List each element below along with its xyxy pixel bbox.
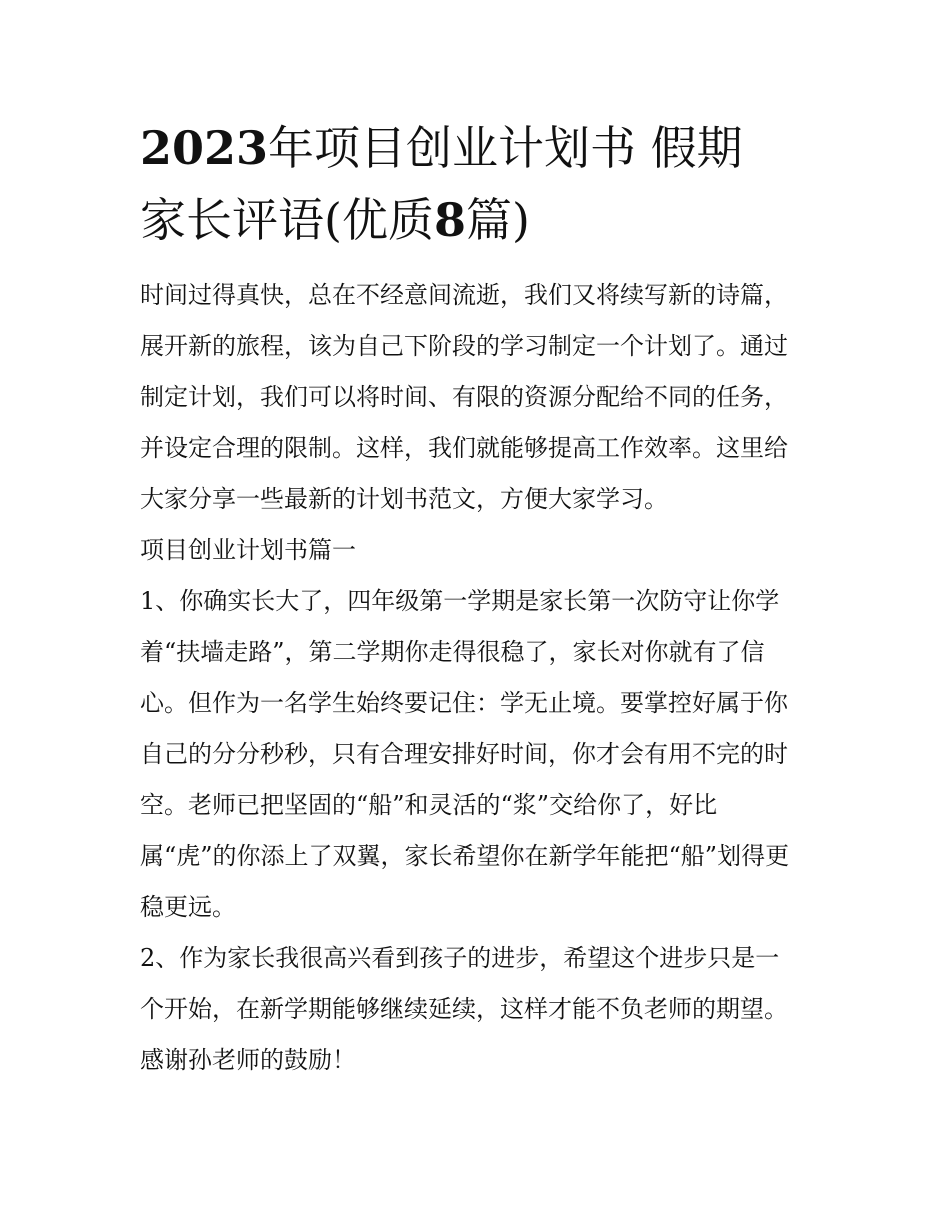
item-2-line: 2、作为家长我很高兴看到孩子的进步，希望这个进步只是一 — [140, 944, 780, 972]
title-line-2-text: 家长评语(优质 — [140, 193, 434, 247]
document-page — [140, 112, 820, 1086]
title-line-2 — [140, 184, 820, 256]
title-line-1-text: 年项目创业计划书 假期 — [268, 121, 743, 175]
item-1-line: 着“扶墙走路”，第二学期你走得很稳了，家长对你就有了信 — [140, 638, 765, 666]
item-1-line: 空。老师已把坚固的“船”和灵活的“浆”交给你了，好比 — [140, 791, 718, 819]
title-year: 2023 — [140, 121, 269, 175]
item-1-line: 心。但作为一名学生始终要记住：学无止境。要掌控好属于你 — [140, 689, 788, 717]
item-1-line: 稳更远。 — [140, 893, 236, 921]
item-1-line: 1、你确实长大了，四年级第一学期是家长第一次防守让你学 — [140, 587, 780, 615]
document-title — [140, 112, 820, 256]
item-2-line: 个开始，在新学期能够继续延续，这样才能不负老师的期望。 — [140, 995, 788, 1023]
item-1-line: 属“虎”的你添上了双翼，家长希望你在新学年能把“船”划得更 — [140, 842, 790, 870]
item-2-paragraph — [140, 933, 820, 1086]
title-line-2-suffix: 篇) — [465, 193, 530, 247]
title-line-1 — [140, 112, 820, 184]
section-heading — [140, 525, 820, 576]
intro-line: 制定计划，我们可以将时间、有限的资源分配给不同的任务， — [140, 383, 788, 411]
intro-line: 展开新的旅程，该为自己下阶段的学习制定一个计划了。通过 — [140, 332, 788, 360]
document-body — [140, 270, 820, 1086]
section-heading-text: 项目创业计划书篇一 — [140, 536, 356, 564]
intro-line: 时间过得真快，总在不经意间流逝，我们又将续写新的诗篇， — [140, 281, 788, 309]
intro-line: 并设定合理的限制。这样，我们就能够提高工作效率。这里给 — [140, 434, 788, 462]
intro-paragraph — [140, 270, 820, 525]
title-count: 8 — [433, 193, 466, 247]
item-2-line: 感谢孙老师的鼓励！ — [140, 1046, 356, 1074]
item-1-line: 自己的分分秒秒，只有合理安排好时间，你才会有用不完的时 — [140, 740, 788, 768]
intro-line: 大家分享一些最新的计划书范文，方便大家学习。 — [140, 485, 668, 513]
item-1-paragraph — [140, 576, 820, 933]
